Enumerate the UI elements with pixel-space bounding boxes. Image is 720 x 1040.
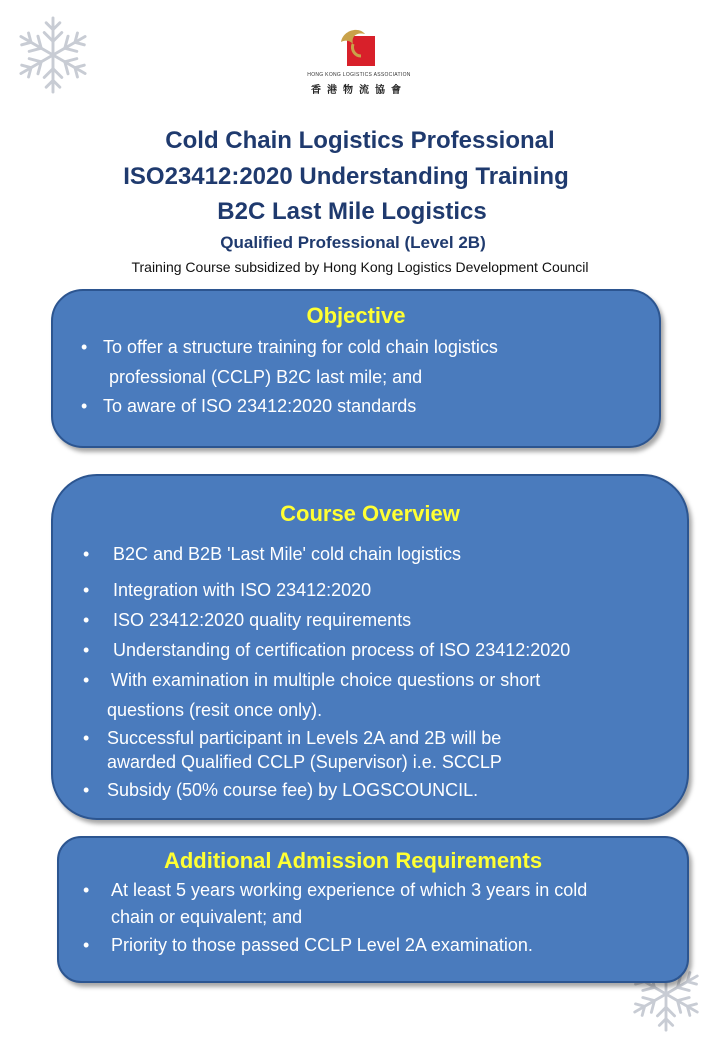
bullet-icon: •: [83, 728, 90, 748]
bullet-icon: •: [83, 935, 90, 955]
snowflake-icon-top-left: [14, 12, 92, 98]
title-line-1: Cold Chain Logistics Professional: [165, 127, 555, 154]
admission-requirements-panel: [57, 836, 689, 983]
overview-item-3: • ISO 23412:2020 quality requirements: [83, 610, 412, 630]
overview-item-5: • With examination in multiple choice questions or short: [83, 670, 541, 690]
objective-item-1: • To offer a structure training for cold chain logistics: [81, 337, 498, 357]
logo-name-zh: 香港物流協會: [311, 85, 407, 96]
admission-item-1-cont: chain or equivalent; and: [111, 907, 303, 927]
overview-item-5-cont: questions (resit once only).: [107, 700, 323, 720]
overview-item-6-cont: awarded Qualified CCLP (Supervisor) i.e. SCCLP: [107, 752, 502, 772]
logo: [306, 26, 412, 96]
bullet-icon: •: [83, 670, 90, 690]
bullet-icon: •: [83, 880, 90, 900]
bullet-icon: •: [83, 640, 90, 660]
overview-item-7: • Subsidy (50% course fee) by LOGSCOUNCIL.: [83, 780, 479, 800]
objective-item-1-cont: professional (CCLP) B2C last mile; and: [109, 367, 423, 387]
overview-item-6: • Successful participant in Levels 2A and 2B will be: [83, 728, 502, 748]
objective-item-2: • To aware of ISO 23412:2020 standards: [81, 396, 417, 416]
bullet-icon: •: [83, 780, 90, 800]
bullet-icon: •: [81, 337, 88, 357]
overview-item-2: • Integration with ISO 23412:2020: [83, 580, 372, 600]
overview-item-1: • B2C and B2B 'Last Mile' cold chain logistics: [83, 544, 462, 564]
objective-panel: [51, 289, 661, 448]
subsidy-note: Training Course subsidized by Hong Kong Logistics Development Council: [131, 259, 589, 275]
overview-item-4: • Understanding of certification process of ISO 23412:2020: [83, 640, 571, 660]
subtitle-level: Qualified Professional (Level 2B): [220, 233, 486, 252]
logo-name-en: HONG KONG LOGISTICS ASSOCIATION: [307, 72, 411, 78]
bullet-icon: •: [83, 544, 90, 564]
title-line-2: ISO23412:2020 Understanding Training: [123, 163, 569, 190]
objective-title: Objective: [306, 303, 406, 328]
association-logo-icon: [337, 26, 381, 70]
bullet-icon: •: [83, 610, 90, 630]
bullet-icon: •: [83, 580, 90, 600]
admission-item-1: • At least 5 years working experience of which 3 years in cold: [83, 880, 588, 900]
course-overview-title: Course Overview: [280, 501, 460, 526]
title-line-3: B2C Last Mile Logistics: [217, 198, 487, 225]
bullet-icon: •: [81, 396, 88, 416]
admission-title: Additional Admission Requirements: [163, 848, 543, 873]
admission-item-2: • Priority to those passed CCLP Level 2A examination.: [83, 935, 533, 955]
course-overview-panel: [51, 474, 689, 820]
